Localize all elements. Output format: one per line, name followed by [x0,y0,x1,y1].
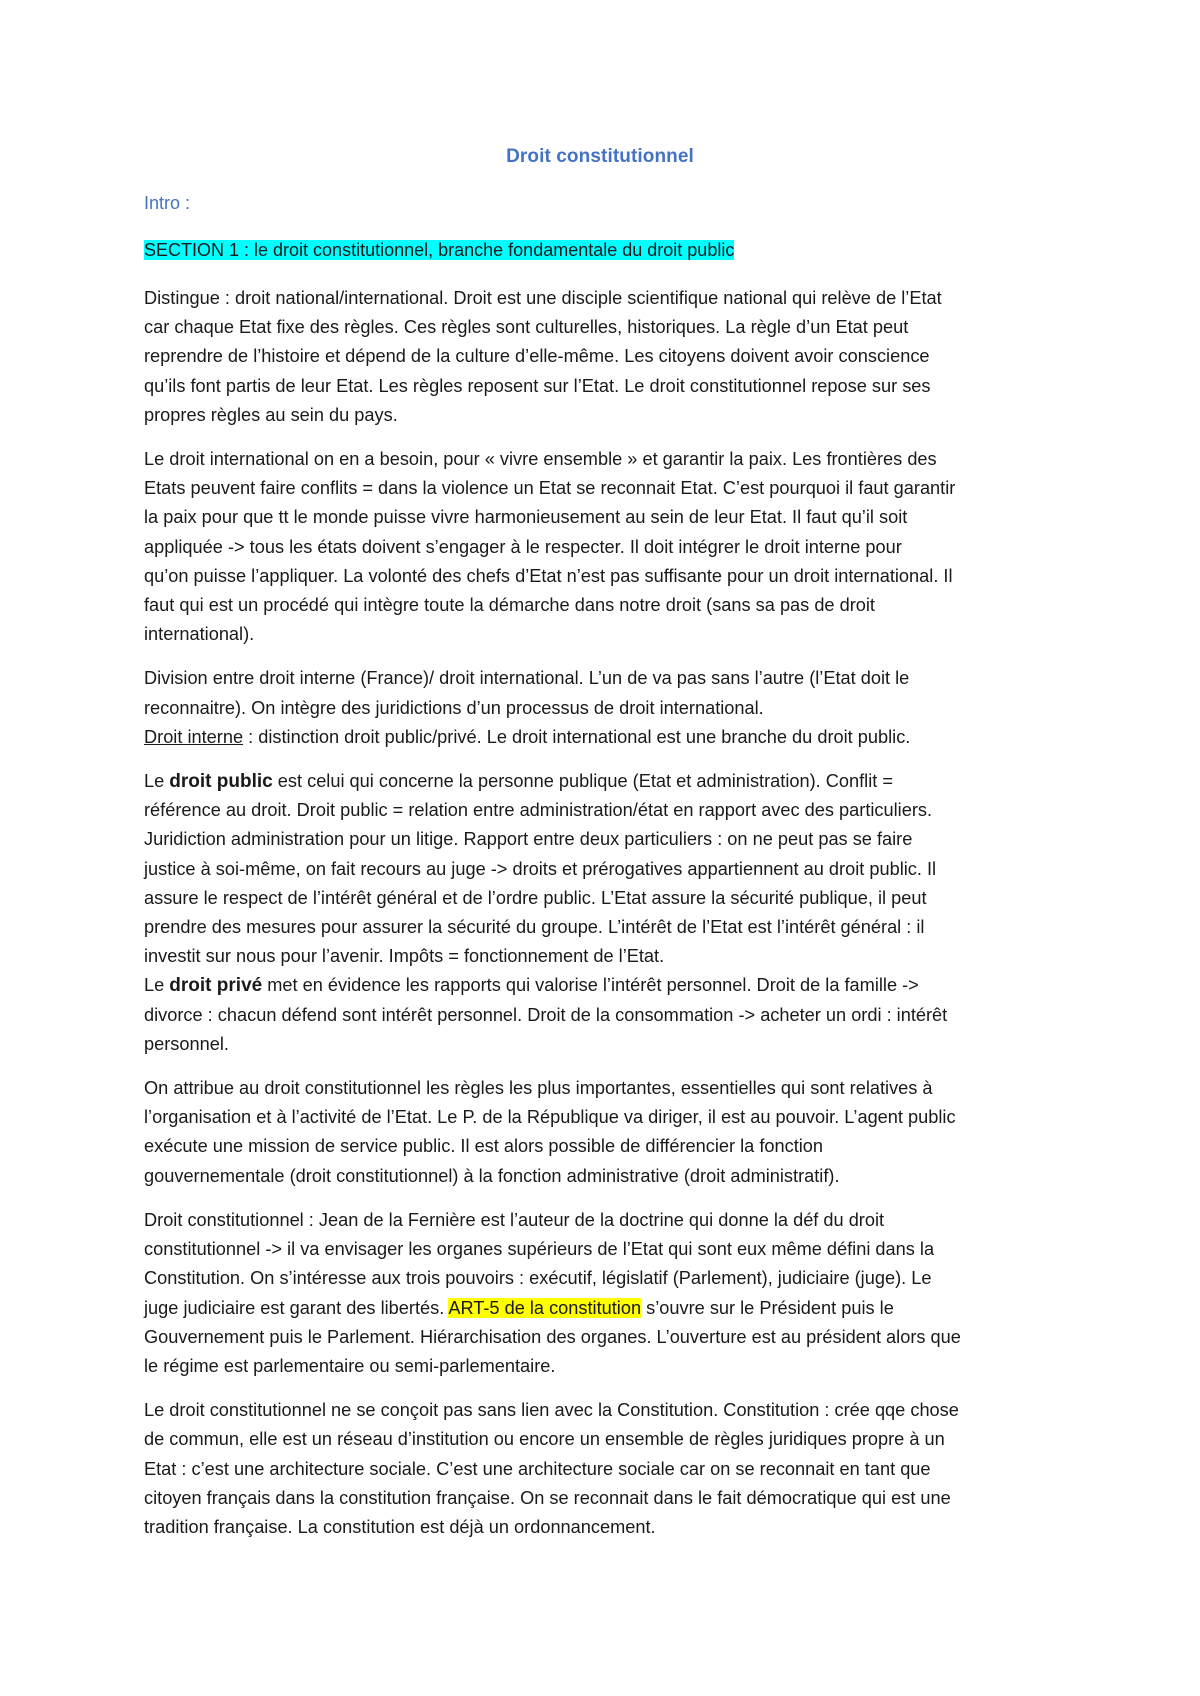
text-run: : distinction droit public/privé. Le droit international est une branche du droit public. [243,726,911,747]
text-line: Constitution. On s’intéresse aux trois pouvoirs : exécutif, législatif (Parlement), judiciaire (juge). Le [144,1268,932,1289]
text-line: la paix pour que tt le monde puisse vivre harmonieusement au sein de leur Etat. Il faut qu’il soit [144,507,908,528]
text-run: Le [144,975,170,996]
text-line: Division entre droit interne (France)/ droit international. L’un de va pas sans l’autre (l’Etat doit le [144,668,910,689]
article-highlight: ART-5 de la constitution [448,1297,642,1318]
text-line: l’organisation et à l’activité de l’Etat. Le P. de la République va diriger, il est au pouvoir. L’agent public [144,1107,956,1128]
text-line: le régime est parlementaire ou semi-parlementaire. [144,1355,556,1376]
section-1-heading [144,240,734,261]
section-1-highlight: SECTION 1 : le droit constitutionnel, branche fondamentale du droit public [144,240,735,260]
text-line: justice à soi-même, on fait recours au juge -> droits et prérogatives appartiennent au droit public. Il [144,858,937,879]
paragraph-4 [144,767,1064,1059]
text-line: faut qui est un procédé qui intègre toute la démarche dans notre droit (sans sa pas de droit [144,595,875,616]
text-line: Etat : c’est une architecture sociale. C’est une architecture sociale car on se reconnait en tant que [144,1458,931,1479]
text-line: exécute une mission de service public. Il est alors possible de différencier la fonction [144,1136,824,1157]
text-line: de commun, elle est un réseau d’institution ou encore un ensemble de règles juridiques propre à un [144,1429,945,1450]
text-line: Etats peuvent faire conflits = dans la violence un Etat se reconnait Etat. C’est pourquoi il faut garantir [144,478,956,499]
text-line: assure le respect de l’intérêt général et de l’ordre public. L’Etat assure la sécurité publique, il peut [144,887,927,908]
bold-term: droit public [169,771,273,793]
paragraph-1 [144,284,1064,430]
text-line: qu’ils font partis de leur Etat. Les règles reposent sur l’Etat. Le droit constitutionnel repose sur ses [144,375,931,396]
text-line: appliquée -> tous les états doivent s’engager à le respecter. Il doit intégrer le droit interne pour [144,536,902,557]
text-line: reprendre de l’histoire et dépend de la culture d’elle-même. Les citoyens doivent avoir conscience [144,346,930,367]
text-line: Le droit international on en a besoin, pour « vivre ensemble » et garantir la paix. Les frontières des [144,449,937,470]
document-title: Droit constitutionnel [506,146,694,167]
text-run: juge judiciaire est garant des libertés. [144,1297,449,1318]
text-run: Le [144,771,170,792]
text-line: international). [144,624,255,645]
paragraph-3 [144,664,1064,752]
text-line: On attribue au droit constitutionnel les règles les plus importantes, essentielles qui sont relatives à [144,1078,933,1099]
paragraph-6 [144,1206,1064,1381]
text-line: Juridiction administration pour un litige. Rapport entre deux particuliers : on ne peut pas se faire [144,829,913,850]
text-line: Droit constitutionnel : Jean de la Fernière est l’auteur de la doctrine qui donne la déf du droit [144,1209,885,1230]
text-line: constitutionnel -> il va envisager les organes supérieurs de l’Etat qui sont eux même défini dans la [144,1239,935,1260]
text-line [144,723,1064,752]
underlined-term: Droit interne [144,726,244,747]
text-line: qu’on puisse l’appliquer. La volonté des chefs d’Etat n’est pas suffisante pour un droit international. Il [144,565,953,586]
text-line: gouvernementale (droit constitutionnel) à la fonction administrative (droit administratif). [144,1165,840,1186]
text-line: prendre des mesures pour assurer la sécurité du groupe. L’intérêt de l’Etat est l’intérêt général : il [144,917,925,938]
text-line: tradition française. La constitution est déjà un ordonnancement. [144,1516,656,1537]
paragraph-2 [144,445,1064,649]
document-body [144,284,1064,1557]
text-run: s’ouvre sur le Président puis le [641,1297,894,1318]
text-line: référence au droit. Droit public = relation entre administration/état en rapport avec des particuliers. [144,800,933,821]
text-run: est celui qui concerne la personne publique (Etat et administration). Conflit = [272,771,893,792]
text-line [144,971,1064,1000]
text-line [144,1294,1064,1323]
text-line: investit sur nous pour l’avenir. Impôts = fonctionnement de l’Etat. [144,946,665,967]
paragraph-5 [144,1074,1064,1191]
paragraph-7 [144,1396,1064,1542]
text-line: Distingue : droit national/international. Droit est une disciple scientifique national qui relève de l’Etat [144,288,942,308]
text-line: propres règles au sein du pays. [144,404,398,425]
bold-term: droit privé [169,975,263,997]
text-line: Le droit constitutionnel ne se conçoit pas sans lien avec la Constitution. Constitution : crée qqe chose [144,1400,959,1421]
text-line: divorce : chacun défend sont intérêt personnel. Droit de la consommation -> acheter un ordi : intérêt [144,1004,948,1025]
text-line: reconnaitre). On intègre des juridictions d’un processus de droit international. [144,697,764,718]
text-run: met en évidence les rapports qui valorise l’intérêt personnel. Droit de la famille -> [262,975,919,996]
text-line: Gouvernement puis le Parlement. Hiérarchisation des organes. L’ouverture est au président alors que [144,1326,961,1347]
text-line: citoyen français dans la constitution française. On se reconnait dans le fait démocratique qui est une [144,1487,951,1508]
intro-heading: Intro : [144,193,191,213]
text-line: car chaque Etat fixe des règles. Ces règles sont culturelles, historiques. La règle d’un Etat peut [144,317,909,338]
text-line [144,767,1064,796]
text-line: personnel. [144,1033,229,1054]
